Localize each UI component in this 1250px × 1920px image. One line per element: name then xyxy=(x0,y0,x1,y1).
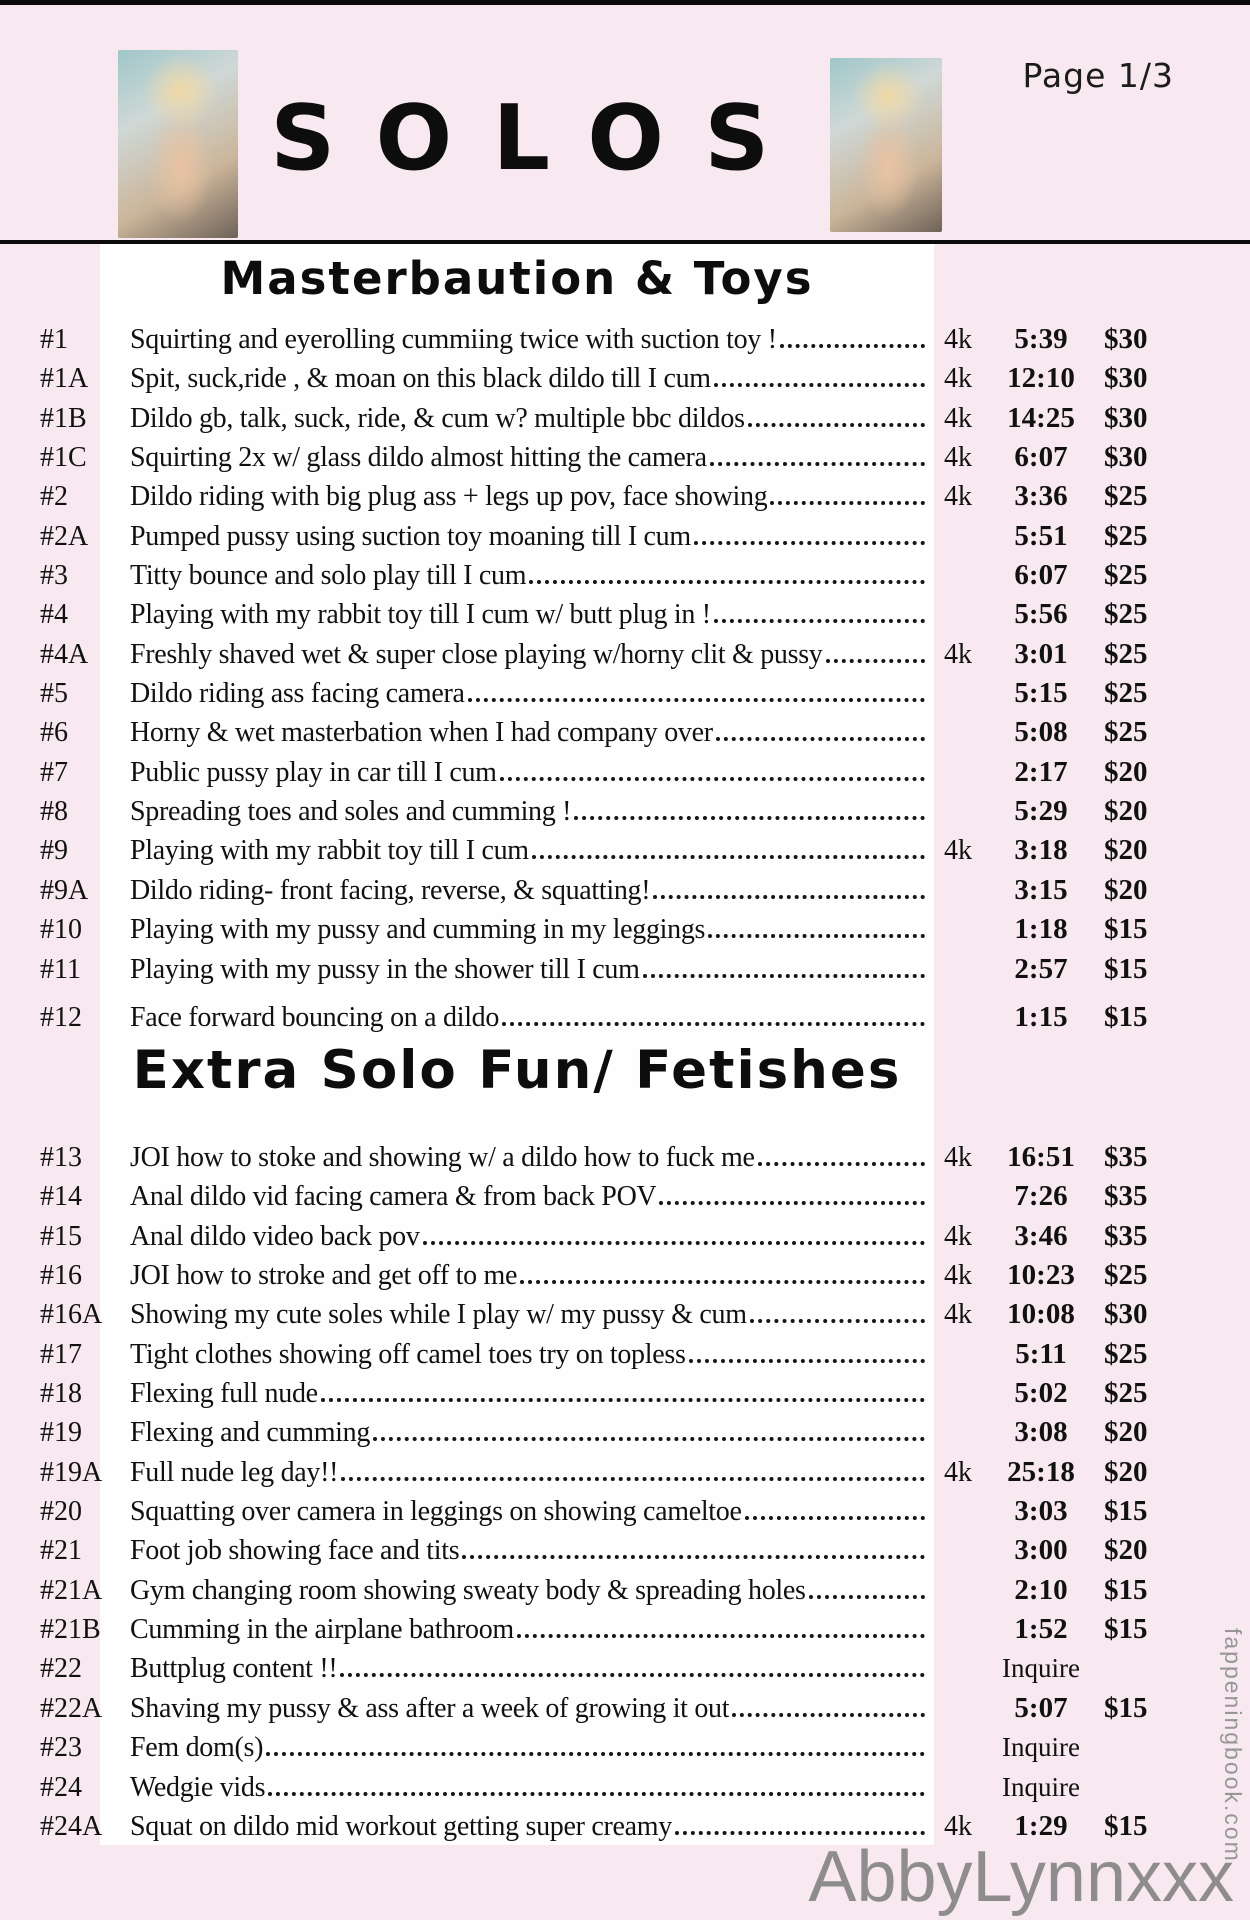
item-price: $25 xyxy=(1104,637,1148,670)
item-price: $25 xyxy=(1104,716,1148,749)
item-description: Spreading toes and soles and cumming ! xyxy=(130,796,572,828)
list-item xyxy=(40,1374,1180,1413)
item-price: $20 xyxy=(1104,755,1148,788)
item-duration: 5:11 xyxy=(1015,1337,1067,1370)
item-price: $25 xyxy=(1104,598,1148,631)
item-number: #19 xyxy=(40,1417,82,1449)
item-description-wrap xyxy=(130,1138,930,1177)
list-item xyxy=(40,1217,1180,1256)
item-description: Tight clothes showing off camel toes try on topless xyxy=(130,1338,686,1370)
item-description-wrap xyxy=(130,1649,930,1688)
item-description-wrap xyxy=(130,595,930,634)
item-number: #15 xyxy=(40,1220,82,1252)
header-photo-right xyxy=(830,58,942,232)
item-duration: 3:36 xyxy=(1014,480,1068,513)
item-description: Squirting and eyerolling cummiing twice with suction toy ! xyxy=(130,324,777,355)
list-item xyxy=(40,399,1180,438)
item-4k-tag: 4k xyxy=(944,481,972,513)
item-duration: 2:57 xyxy=(1014,952,1068,985)
item-price: $35 xyxy=(1104,1180,1148,1213)
item-description-wrap xyxy=(130,753,930,792)
item-4k-tag: 4k xyxy=(944,1260,972,1292)
dot-leader xyxy=(468,693,925,702)
dot-leader xyxy=(714,378,925,387)
item-4k-tag: 4k xyxy=(944,1299,972,1331)
item-price: $15 xyxy=(1104,1573,1148,1606)
item-description: Dildo riding with big plug ass + legs up pov, face showing xyxy=(130,481,768,513)
dot-leader xyxy=(643,969,925,978)
dot-leader xyxy=(710,457,925,466)
list-item xyxy=(40,1335,1180,1374)
item-number: #12 xyxy=(40,1001,82,1033)
item-description: Playing with my pussy in the shower till I cum xyxy=(130,953,640,985)
item-number: #22 xyxy=(40,1653,82,1685)
item-price: $20 xyxy=(1104,1455,1148,1488)
item-description-wrap xyxy=(130,950,930,989)
dot-leader xyxy=(694,536,925,545)
item-number: #2A xyxy=(40,520,89,552)
item-number: #14 xyxy=(40,1181,82,1213)
item-price: $30 xyxy=(1104,323,1148,355)
item-description: Wedgie vids xyxy=(130,1771,266,1803)
list-item xyxy=(40,1177,1180,1216)
item-price: $15 xyxy=(1104,913,1148,946)
item-description: Dildo riding- front facing, reverse, & squatting! xyxy=(130,874,651,906)
item-description-wrap xyxy=(130,831,930,870)
item-4k-tag: 4k xyxy=(944,324,972,355)
item-description-wrap xyxy=(130,1571,930,1610)
page-title: SOLOS xyxy=(270,86,810,191)
item-duration: Inquire xyxy=(1002,1771,1080,1802)
item-duration: 2:17 xyxy=(1014,755,1068,788)
list-item xyxy=(40,320,1180,359)
item-description: Face forward bouncing on a dildo xyxy=(130,1001,500,1033)
item-description: Gym changing room showing sweaty body & spreading holes xyxy=(130,1574,806,1606)
dot-leader xyxy=(748,418,925,427)
dot-leader xyxy=(574,811,925,820)
item-duration: 12:10 xyxy=(1007,362,1075,395)
item-price: $25 xyxy=(1104,519,1148,552)
item-price: $25 xyxy=(1104,1377,1148,1410)
item-description: Public pussy play in car till I cum xyxy=(130,756,497,788)
item-duration: 5:29 xyxy=(1014,795,1068,828)
item-duration: 1:15 xyxy=(1014,1000,1068,1033)
item-description-wrap xyxy=(130,1256,930,1295)
item-duration: 5:15 xyxy=(1014,677,1068,710)
list-item xyxy=(40,950,1180,989)
item-duration: 6:07 xyxy=(1014,559,1068,592)
item-4k-tag: 4k xyxy=(944,442,972,474)
item-number: #1 xyxy=(40,324,68,355)
dot-leader xyxy=(423,1236,925,1245)
item-duration: 2:10 xyxy=(1014,1573,1068,1606)
dot-leader xyxy=(758,1157,925,1166)
item-description-wrap xyxy=(130,998,930,1037)
item-description: Dildo riding ass facing camera xyxy=(130,678,465,710)
item-description: Buttplug content !! xyxy=(130,1653,338,1685)
dot-leader xyxy=(780,339,925,348)
list-item xyxy=(40,359,1180,398)
item-duration: 5:51 xyxy=(1014,519,1068,552)
item-4k-tag: 4k xyxy=(944,1142,972,1173)
item-description: Full nude leg day!! xyxy=(130,1456,339,1488)
dot-leader xyxy=(321,1393,925,1402)
list-item xyxy=(40,871,1180,910)
list-item xyxy=(40,1689,1180,1728)
item-price: $25 xyxy=(1104,677,1148,710)
item-duration: 1:29 xyxy=(1014,1809,1068,1842)
item-price: $15 xyxy=(1104,1691,1148,1724)
item-description: Horny & wet masterbation when I had company over xyxy=(130,717,713,749)
dot-leader xyxy=(373,1432,925,1441)
item-price: $30 xyxy=(1104,362,1148,395)
item-description-wrap xyxy=(130,517,930,556)
item-description-wrap xyxy=(130,1492,930,1531)
item-description-wrap xyxy=(130,871,930,910)
section-title-extra-solo-fun: Extra Solo Fun/ Fetishes xyxy=(132,1040,902,1101)
dot-leader xyxy=(689,1354,925,1363)
list-item xyxy=(40,1610,1180,1649)
item-description-wrap xyxy=(130,792,930,831)
list-item xyxy=(40,1728,1180,1767)
item-description-wrap xyxy=(130,1689,930,1728)
list-item xyxy=(40,1492,1180,1531)
list-item xyxy=(40,438,1180,477)
item-number: #24A xyxy=(40,1810,103,1842)
item-description: Anal dildo vid facing camera & from back POV xyxy=(130,1181,657,1213)
list-item xyxy=(40,1453,1180,1492)
item-duration: 16:51 xyxy=(1007,1141,1075,1173)
item-price: $20 xyxy=(1104,795,1148,828)
item-price: $20 xyxy=(1104,1534,1148,1567)
dot-leader xyxy=(716,732,925,741)
list-item xyxy=(40,831,1180,870)
item-description-wrap xyxy=(130,1453,930,1492)
item-duration: 3:46 xyxy=(1014,1219,1068,1252)
item-description: Squat on dildo mid workout getting super creamy xyxy=(130,1810,672,1842)
list-item xyxy=(40,556,1180,595)
item-description-wrap xyxy=(130,1335,930,1374)
item-duration: 3:08 xyxy=(1014,1416,1068,1449)
item-description-wrap xyxy=(130,910,930,949)
dot-leader xyxy=(266,1747,925,1756)
item-4k-tag: 4k xyxy=(944,638,972,670)
item-price: $20 xyxy=(1104,834,1148,867)
dot-leader xyxy=(708,929,925,938)
item-description-wrap xyxy=(130,1768,930,1807)
item-number: #16 xyxy=(40,1260,82,1292)
item-number: #1B xyxy=(40,402,87,434)
item-duration: Inquire xyxy=(1002,1653,1080,1684)
dot-leader xyxy=(462,1550,925,1559)
item-duration: 1:18 xyxy=(1014,913,1068,946)
item-duration: 7:26 xyxy=(1014,1180,1068,1213)
creator-watermark: AbbyLynnxxx xyxy=(808,1837,1234,1917)
dot-leader xyxy=(529,575,925,584)
item-number: #10 xyxy=(40,914,82,946)
item-duration: 5:07 xyxy=(1014,1691,1068,1724)
header-photo-left xyxy=(118,50,238,238)
dot-leader xyxy=(745,1511,925,1520)
item-description-wrap xyxy=(130,1413,930,1452)
list-item xyxy=(40,1649,1180,1688)
dot-leader xyxy=(340,1668,925,1677)
site-watermark: fappeningbook.com xyxy=(1220,1628,1246,1863)
item-description-wrap xyxy=(130,635,930,674)
item-number: #17 xyxy=(40,1338,82,1370)
list-item xyxy=(40,792,1180,831)
item-description: JOI how to stoke and showing w/ a dildo how to fuck me xyxy=(130,1142,755,1173)
item-description-wrap xyxy=(130,438,930,477)
item-price: $35 xyxy=(1104,1219,1148,1252)
item-duration: 14:25 xyxy=(1007,401,1075,434)
item-price: $15 xyxy=(1104,1613,1148,1646)
list-item xyxy=(40,674,1180,713)
item-description: Squatting over camera in leggings on showing cameltoe xyxy=(130,1496,742,1528)
item-duration: 5:08 xyxy=(1014,716,1068,749)
list-item xyxy=(40,1413,1180,1452)
item-description-wrap xyxy=(130,556,930,595)
item-description-wrap xyxy=(130,1374,930,1413)
list-item xyxy=(40,713,1180,752)
item-number: #6 xyxy=(40,717,68,749)
item-duration: 3:15 xyxy=(1014,873,1068,906)
item-description: JOI how to stroke and get off to me xyxy=(130,1260,518,1292)
item-duration: 3:03 xyxy=(1014,1495,1068,1528)
item-duration: 1:52 xyxy=(1014,1613,1068,1646)
item-description: Foot job showing face and tits xyxy=(130,1535,460,1567)
item-description: Playing with my pussy and cumming in my leggings xyxy=(130,914,706,946)
list-item xyxy=(40,1138,1180,1177)
item-duration: 3:18 xyxy=(1014,834,1068,867)
item-4k-tag: 4k xyxy=(944,835,972,867)
dot-leader xyxy=(770,496,925,505)
item-description-wrap xyxy=(130,399,930,438)
dot-leader xyxy=(532,850,925,859)
item-price: $20 xyxy=(1104,873,1148,906)
dot-leader xyxy=(653,890,925,899)
item-number: #13 xyxy=(40,1142,82,1173)
dot-leader xyxy=(520,1275,925,1284)
item-price: $30 xyxy=(1104,401,1148,434)
item-number: #7 xyxy=(40,756,68,788)
item-number: #16A xyxy=(40,1299,103,1331)
item-description: Anal dildo video back pov xyxy=(130,1220,420,1252)
item-price: $15 xyxy=(1104,1809,1148,1842)
item-number: #3 xyxy=(40,560,68,592)
list-item xyxy=(40,1295,1180,1334)
item-price: $30 xyxy=(1104,1298,1148,1331)
item-number: #1A xyxy=(40,363,89,395)
item-number: #19A xyxy=(40,1456,103,1488)
list-item xyxy=(40,1531,1180,1570)
item-number: #9A xyxy=(40,874,89,906)
item-price: $15 xyxy=(1104,952,1148,985)
dot-leader xyxy=(750,1314,925,1323)
item-number: #4 xyxy=(40,599,68,631)
list-item xyxy=(40,477,1180,516)
item-4k-tag: 4k xyxy=(944,363,972,395)
list-item xyxy=(40,998,1180,1037)
item-number: #2 xyxy=(40,481,68,513)
dot-leader xyxy=(500,772,925,781)
dot-leader xyxy=(675,1826,925,1835)
item-number: #8 xyxy=(40,796,68,828)
item-price: $35 xyxy=(1104,1141,1148,1173)
item-4k-tag: 4k xyxy=(944,1220,972,1252)
item-number: #1C xyxy=(40,442,87,474)
item-number: #23 xyxy=(40,1732,82,1764)
item-number: #22A xyxy=(40,1692,103,1724)
item-duration: 10:23 xyxy=(1007,1259,1075,1292)
item-description-wrap xyxy=(130,320,930,359)
item-description-wrap xyxy=(130,1728,930,1767)
dot-leader xyxy=(714,614,925,623)
item-number: #24 xyxy=(40,1771,82,1803)
item-number: #20 xyxy=(40,1496,82,1528)
item-description: Dildo gb, talk, suck, ride, & cum w? multiple bbc dildos xyxy=(130,402,745,434)
section-list-2 xyxy=(40,1138,1180,1846)
item-description: Squirting 2x w/ glass dildo almost hitting the camera xyxy=(130,442,707,474)
item-description: Fem dom(s) xyxy=(130,1732,264,1764)
item-4k-tag: 4k xyxy=(944,1456,972,1488)
item-number: #5 xyxy=(40,678,68,710)
item-4k-tag: 4k xyxy=(944,1810,972,1842)
item-description: Spit, suck,ride , & moan on this black dildo till I cum xyxy=(130,363,711,395)
list-item xyxy=(40,635,1180,674)
item-number: #9 xyxy=(40,835,68,867)
item-description-wrap xyxy=(130,713,930,752)
item-duration: 5:39 xyxy=(1014,323,1068,355)
top-border xyxy=(0,0,1250,5)
item-number: #4A xyxy=(40,638,89,670)
item-duration: 10:08 xyxy=(1007,1298,1075,1331)
item-description: Flexing full nude xyxy=(130,1378,318,1410)
item-description: Shaving my pussy & ass after a week of growing it out xyxy=(130,1692,730,1724)
dot-leader xyxy=(659,1196,925,1205)
item-description: Cumming in the airplane bathroom xyxy=(130,1614,514,1646)
item-price: $15 xyxy=(1104,1000,1148,1033)
dot-leader xyxy=(502,1017,925,1026)
page-number-label: Page 1/3 xyxy=(1022,56,1174,95)
item-description: Titty bounce and solo play till I cum xyxy=(130,560,527,592)
item-number: #21B xyxy=(40,1614,101,1646)
list-item xyxy=(40,595,1180,634)
item-price: $30 xyxy=(1104,441,1148,474)
item-description: Pumped pussy using suction toy moaning till I cum xyxy=(130,520,691,552)
list-item xyxy=(40,910,1180,949)
item-description-wrap xyxy=(130,1177,930,1216)
section-list-1 xyxy=(40,320,1180,1037)
item-description: Flexing and cumming xyxy=(130,1417,371,1449)
item-description-wrap xyxy=(130,1531,930,1570)
section-title-masterbation-toys: Masterbaution & Toys xyxy=(220,252,814,305)
item-description: Showing my cute soles while I play w/ my pussy & cum xyxy=(130,1299,747,1331)
list-item xyxy=(40,1768,1180,1807)
list-item xyxy=(40,517,1180,556)
item-description-wrap xyxy=(130,674,930,713)
item-duration: 25:18 xyxy=(1007,1455,1075,1488)
item-duration: 5:02 xyxy=(1014,1377,1068,1410)
list-item xyxy=(40,1571,1180,1610)
item-number: #18 xyxy=(40,1378,82,1410)
list-item xyxy=(40,753,1180,792)
item-description-wrap xyxy=(130,477,930,516)
dot-leader xyxy=(809,1590,925,1599)
item-description-wrap xyxy=(130,1610,930,1649)
item-number: #21 xyxy=(40,1535,82,1567)
dot-leader xyxy=(517,1629,925,1638)
item-description: Freshly shaved wet & super close playing w/horny clit & pussy xyxy=(130,638,823,670)
item-price: $25 xyxy=(1104,1259,1148,1292)
item-price: $15 xyxy=(1104,1495,1148,1528)
item-duration: Inquire xyxy=(1002,1732,1080,1763)
item-price: $20 xyxy=(1104,1416,1148,1449)
item-duration: 5:56 xyxy=(1014,598,1068,631)
item-description: Playing with my rabbit toy till I cum w/ butt plug in ! xyxy=(130,599,711,631)
dot-leader xyxy=(268,1787,925,1796)
dot-leader xyxy=(826,654,926,663)
item-description: Playing with my rabbit toy till I cum xyxy=(130,835,529,867)
item-description-wrap xyxy=(130,1295,930,1334)
item-price: $25 xyxy=(1104,1337,1148,1370)
item-description-wrap xyxy=(130,359,930,398)
item-number: #21A xyxy=(40,1574,103,1606)
item-number: #11 xyxy=(40,953,81,985)
item-price: $25 xyxy=(1104,480,1148,513)
list-item xyxy=(40,1256,1180,1295)
item-4k-tag: 4k xyxy=(944,402,972,434)
item-duration: 6:07 xyxy=(1014,441,1068,474)
item-price: $25 xyxy=(1104,559,1148,592)
dot-leader xyxy=(732,1708,925,1717)
dot-leader xyxy=(341,1472,925,1481)
item-duration: 3:01 xyxy=(1014,637,1068,670)
item-duration: 3:00 xyxy=(1014,1534,1068,1567)
item-description-wrap xyxy=(130,1217,930,1256)
